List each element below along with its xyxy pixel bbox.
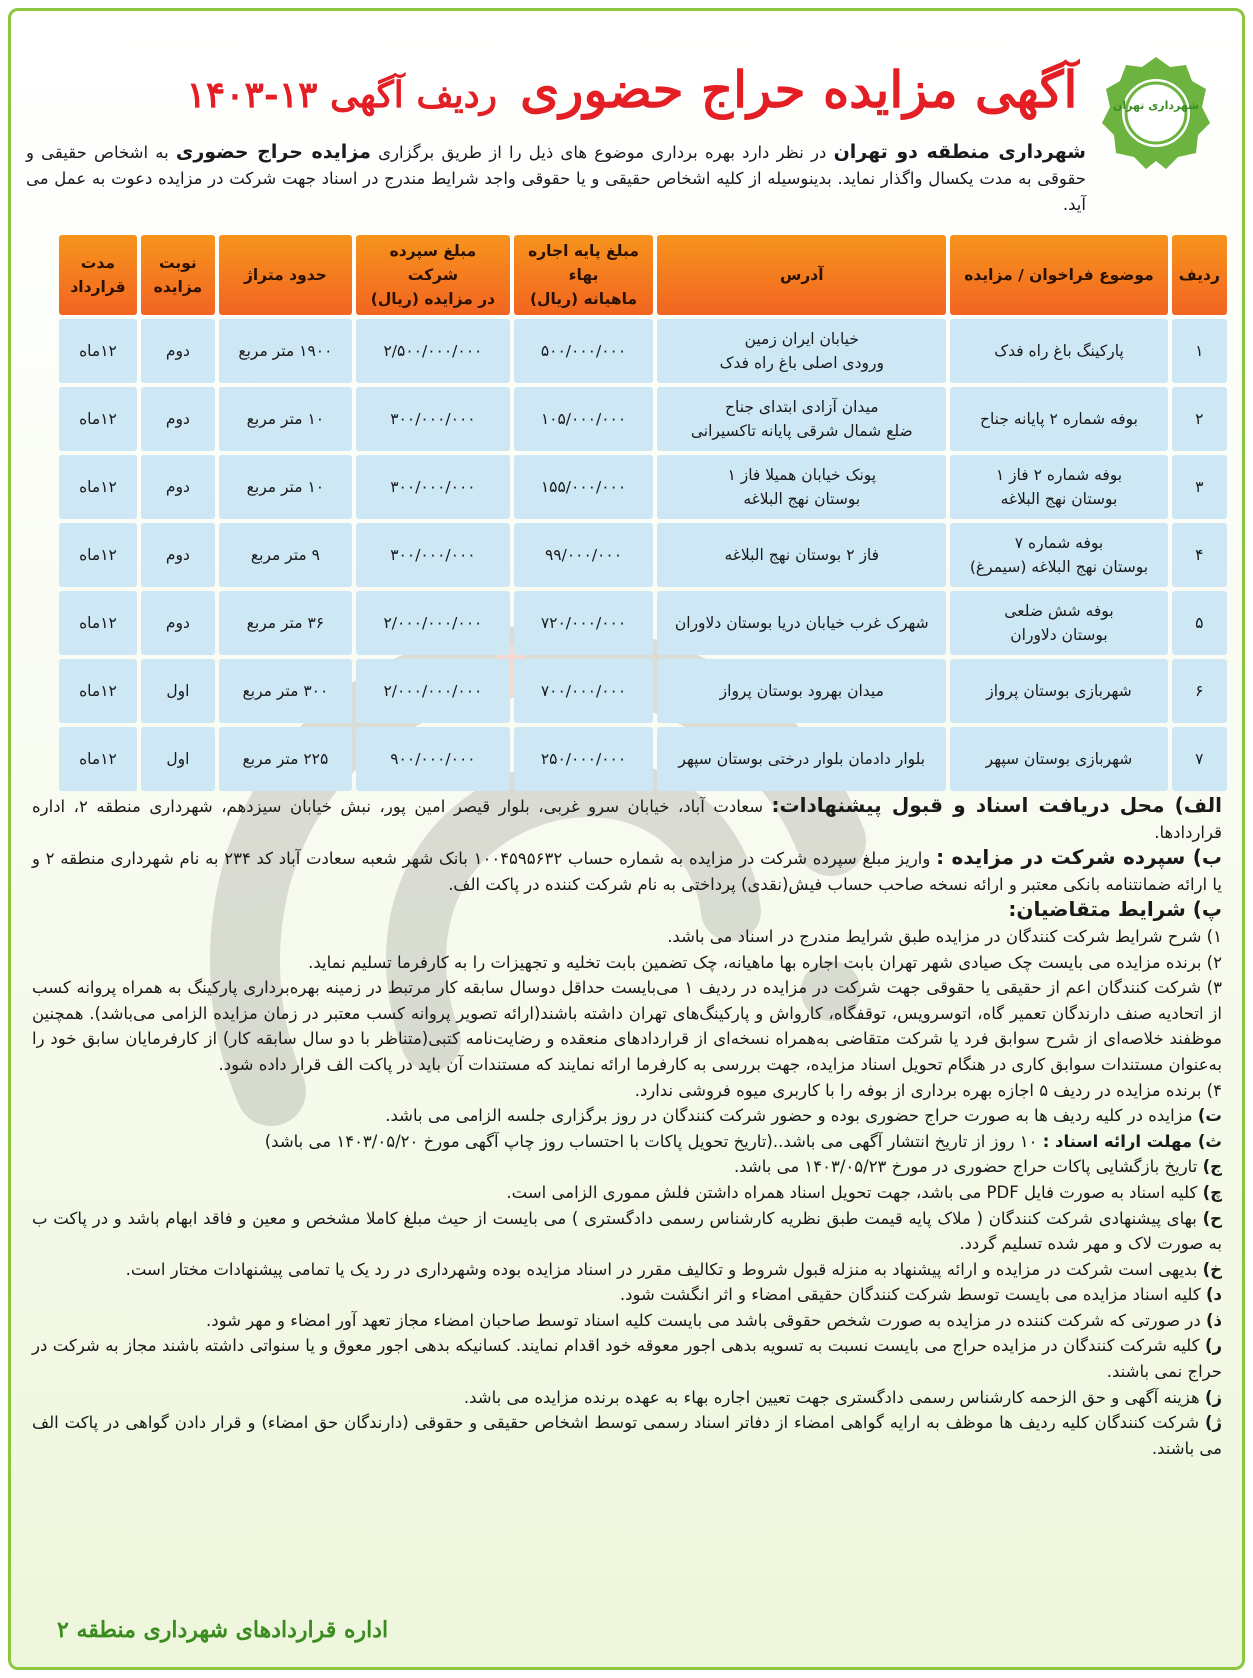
table-row bbox=[59, 523, 1227, 587]
section-he-label: ح) bbox=[1202, 1208, 1222, 1228]
cell-subject bbox=[950, 455, 1167, 519]
header-subject: موضوع فراخوان / مزایده bbox=[950, 235, 1167, 315]
cell-turn: دوم bbox=[141, 591, 215, 655]
section-be-text: واریز مبلغ سپرده شرکت در مزایده به شماره حساب ۱۰۰۴۵۹۵۶۳۲ بانک شهر شعبه سعادت آباد کد ۲۳۴ به نام شهرداری منطقه ۲ و یا ارائه ضمانتنامه بانکی معتبر و ارائه نسخه صاحب حساب فیش(نقدی) پرداختی به نام شرکت کننده در پاکت الف. bbox=[32, 849, 1222, 894]
table-row bbox=[59, 591, 1227, 655]
cell-area: ۳۰۰ متر مربع bbox=[219, 659, 352, 723]
cell-duration: ۱۲ماه bbox=[59, 387, 137, 451]
section-che bbox=[32, 1180, 1222, 1206]
section-te bbox=[32, 1103, 1222, 1129]
cell-row-number: ۷ bbox=[1172, 727, 1227, 791]
cell-base-rent: ۵۰۰/۰۰۰/۰۰۰ bbox=[514, 319, 653, 383]
cell-duration: ۱۲ماه bbox=[59, 659, 137, 723]
section-pe-label: پ) شرایط متقاضیان: bbox=[1008, 897, 1222, 922]
footer-signature: اداره قراردادهای شهرداری منطقه ۲ bbox=[57, 1617, 389, 1643]
cell-row-number: ۳ bbox=[1172, 455, 1227, 519]
cell-subject-line-1: شهربازی بوستان پرواز bbox=[986, 682, 1132, 700]
cell-subject bbox=[950, 523, 1167, 587]
section-zhe-label: ژ) bbox=[1204, 1413, 1222, 1433]
section-zhe bbox=[32, 1410, 1222, 1461]
condition-item: ۲) برنده مزایده می بایست چک صیادی شهر تهران بابت اجاره بها ماهیانه، چک تضمین بابت تخلیه و تجهیزات را به کارفرما تسلیم نماید. bbox=[308, 952, 1222, 972]
section-se bbox=[32, 1129, 1222, 1155]
cell-duration: ۱۲ماه bbox=[59, 591, 137, 655]
table-row bbox=[59, 387, 1227, 451]
notice-title: آگهی مزایده حراج حضوری bbox=[520, 60, 1078, 119]
cell-row-number: ۴ bbox=[1172, 523, 1227, 587]
header-base-rent-line-1: مبلغ پایه اجاره بهاء bbox=[528, 242, 639, 284]
intro-paragraph bbox=[26, 139, 1086, 218]
cell-turn: دوم bbox=[141, 319, 215, 383]
cell-address bbox=[657, 319, 946, 383]
cell-subject-line-1: بوفه شش ضلعی bbox=[1004, 602, 1114, 620]
cell-area: ۲۲۵ متر مربع bbox=[219, 727, 352, 791]
section-jim-label: ج) bbox=[1202, 1157, 1222, 1177]
cell-base-rent: ۹۹/۰۰۰/۰۰۰ bbox=[514, 523, 653, 587]
section-se-text: ۱۰ روز از تاریخ انتشار آگهی می باشد..(تاریخ تحویل پاکات با احتساب روز چاپ آگهی مورخ ۱۴۰۳/۰۵/۲۰ می باشد) bbox=[264, 1131, 1043, 1151]
cell-subject-line-2: بوستان دلاوران bbox=[1010, 626, 1108, 644]
section-khe bbox=[32, 1257, 1222, 1283]
header-duration bbox=[59, 235, 137, 315]
cell-turn: اول bbox=[141, 659, 215, 723]
section-ze-label: ز) bbox=[1204, 1387, 1222, 1407]
section-dal-text: کلیه اسناد مزایده می بایست توسط شرکت کنندگان حقیقی امضاء و اثر انگشت شود. bbox=[619, 1285, 1206, 1305]
section-khe-text: بدیهی است شرکت در مزایده و ارائه پیشنهاد به منزله قبول شروط و تکالیف مقرر در اسناد مزایده بوده وشهرداری در رد یک یا تمامی پیشنهادات مختار است. bbox=[125, 1259, 1203, 1279]
cell-deposit: ۳۰۰/۰۰۰/۰۰۰ bbox=[356, 455, 510, 519]
section-re bbox=[32, 1333, 1222, 1384]
header-address: آدرس bbox=[657, 235, 946, 315]
cell-address-line-1: پونک خیابان همیلا فاز ۱ bbox=[727, 466, 877, 484]
cell-area: ۳۶ متر مربع bbox=[219, 591, 352, 655]
intro-org: شهرداری منطقه دو تهران bbox=[833, 141, 1086, 163]
intro-text-1: در نظر دارد بهره برداری موضوع های ذیل را از طریق برگزاری bbox=[370, 143, 834, 162]
section-alef-label: الف) محل دریافت اسناد و قبول پیشنهادات: bbox=[771, 793, 1222, 817]
table-row bbox=[59, 319, 1227, 383]
logo-text: شهرداری تهران bbox=[1113, 99, 1199, 112]
cell-duration: ۱۲ماه bbox=[59, 455, 137, 519]
condition-item: ۱) شرح شرایط شرکت کنندگان در مزایده طبق شرایط مندرج در اسناد می باشد. bbox=[667, 926, 1222, 946]
cell-base-rent: ۲۵۰/۰۰۰/۰۰۰ bbox=[514, 727, 653, 791]
section-alef bbox=[32, 793, 1222, 845]
cell-address bbox=[657, 659, 946, 723]
cell-subject bbox=[950, 387, 1167, 451]
section-pe bbox=[32, 897, 1222, 924]
cell-duration: ۱۲ماه bbox=[59, 727, 137, 791]
cell-subject-line-1: بوفه شماره ۷ bbox=[1014, 534, 1104, 552]
cell-subject-line-1: شهربازی بوستان سپهر bbox=[985, 750, 1133, 768]
cell-duration: ۱۲ماه bbox=[59, 523, 137, 587]
cell-subject bbox=[950, 319, 1167, 383]
header-turn-line-1: نوبت bbox=[158, 254, 197, 272]
section-che-label: چ) bbox=[1202, 1182, 1222, 1202]
cell-deposit: ۳۰۰/۰۰۰/۰۰۰ bbox=[356, 523, 510, 587]
section-khe-label: خ) bbox=[1202, 1259, 1222, 1279]
section-he-text: بهای پیشنهادی شرکت کنندگان ( ملاک پایه قیمت طبق نظریه کارشناس رسمی دادگستری ) می بایست از حیث مبلغ کاملا مشخص و معین و فاقد ابهام باشد و در پاکت ب به صورت لاک و مهر شده تسلیم گردد. bbox=[32, 1208, 1222, 1254]
section-se-label: ث) مهلت ارائه اسناد : bbox=[1042, 1131, 1222, 1151]
section-be-label: ب) سپرده شرکت در مزایده : bbox=[936, 845, 1222, 870]
cell-turn: اول bbox=[141, 727, 215, 791]
section-jim-text: تاریخ بازگشایی پاکات حراج حضوری در مورخ ۱۴۰۳/۰۵/۲۳ می باشد. bbox=[733, 1157, 1203, 1177]
auction-table bbox=[55, 231, 1231, 795]
cell-address-line-1: میدان آزادی ابتدای جناح bbox=[724, 398, 879, 416]
condition-item: ۳) شرکت کنندگان اعم از حقیقی یا حقوقی جهت شرکت در مزایده در ردیف ۱ می‌بایست حداقل دوسال سابقه کار مرتبط در زمینه بهره‌برداری پارکینگ به همراه پروانه کسب از اتحادیه صنف دارندگان تعمیر گاه، اتوسرویس، توقفگاه، کارواش و پارکینگ‌های تهران داشته باشند(ارائه تصویر پروانه کسب معتبر در زمان مزایده الزامی می‌باشد). همچنین موظفند خلاصه‌ای از شرح سوابق فرد یا شرکت متقاضی به‌همراه نسخه‌ای از قراردادهای منعقده و رضایت‌نامه کتبی(متناظر با دو سال سابقه کار) از کارفرمایان سابق خود را به‌عنوان مستندات سوابق کاری در هنگام تحویل اسناد مزایده، جهت بررسی به کارفرما ارائه نمایند که مستندات آن باید در پاکت الف قرار داده شود. bbox=[32, 978, 1222, 1074]
cell-row-number: ۶ bbox=[1172, 659, 1227, 723]
cell-area: ۱۰ متر مربع bbox=[219, 455, 352, 519]
table-row bbox=[59, 727, 1227, 791]
cell-turn: دوم bbox=[141, 523, 215, 587]
intro-text-2: به اشخاص حقیقی و حقوقی به مدت یکسال واگذار نماید. بدینوسیله از کلیه اشخاص حقیقی و یا حقوقی واجد شرایط مندرج در اسناد جهت شرکت در مزایده دعوت به عمل می آید. bbox=[26, 143, 1086, 214]
cell-row-number: ۱ bbox=[1172, 319, 1227, 383]
header-duration-line-1: مدت bbox=[80, 254, 116, 272]
cell-turn: دوم bbox=[141, 455, 215, 519]
section-te-label: ت) bbox=[1197, 1106, 1222, 1126]
cell-subject-line-1: بوفه شماره ۲ فاز ۱ bbox=[995, 466, 1123, 484]
header-duration-line-2: قرارداد bbox=[70, 278, 126, 296]
cell-base-rent: ۷۰۰/۰۰۰/۰۰۰ bbox=[514, 659, 653, 723]
table-row bbox=[59, 659, 1227, 723]
section-ze bbox=[32, 1385, 1222, 1411]
cell-area: ۹ متر مربع bbox=[219, 523, 352, 587]
header-deposit bbox=[356, 235, 510, 315]
header-area: حدود متراژ bbox=[219, 235, 352, 315]
cell-deposit: ۲/۵۰۰/۰۰۰/۰۰۰ bbox=[356, 319, 510, 383]
cell-deposit: ۳۰۰/۰۰۰/۰۰۰ bbox=[356, 387, 510, 451]
cell-address-line-1: شهرک غرب خیابان دریا بوستان دلاوران bbox=[674, 614, 929, 632]
cell-address bbox=[657, 523, 946, 587]
cell-subject bbox=[950, 659, 1167, 723]
cell-base-rent: ۱۰۵/۰۰۰/۰۰۰ bbox=[514, 387, 653, 451]
cell-address bbox=[657, 387, 946, 451]
section-dal bbox=[32, 1282, 1222, 1308]
cell-address-line-2: ضلع شمال شرقی پایانه تاکسیرانی bbox=[690, 422, 913, 440]
cell-address bbox=[657, 727, 946, 791]
section-dal-label: د) bbox=[1205, 1285, 1222, 1305]
cell-deposit: ۲/۰۰۰/۰۰۰/۰۰۰ bbox=[356, 591, 510, 655]
header-deposit-line-1: مبلغ سپرده شرکت bbox=[389, 242, 477, 284]
cell-base-rent: ۱۵۵/۰۰۰/۰۰۰ bbox=[514, 455, 653, 519]
cell-address-line-2: بوستان نهج البلاغه bbox=[743, 490, 861, 508]
section-be bbox=[32, 845, 1222, 897]
section-che-text: کلیه اسناد به صورت فایل PDF می باشد، جهت تحویل اسناد همراه داشتن فلش مموری الزامی است. bbox=[506, 1182, 1203, 1202]
notice-row-ref: ردیف آگهی ۱۳-۱۴۰۳ bbox=[186, 74, 498, 116]
section-zal-label: ذ) bbox=[1205, 1310, 1222, 1330]
cell-base-rent: ۷۲۰/۰۰۰/۰۰۰ bbox=[514, 591, 653, 655]
header-turn bbox=[141, 235, 215, 315]
conditions-section bbox=[32, 793, 1222, 1461]
cell-deposit: ۹۰۰/۰۰۰/۰۰۰ bbox=[356, 727, 510, 791]
cell-address-line-1: فاز ۲ بوستان نهج البلاغه bbox=[724, 546, 880, 564]
cell-address bbox=[657, 455, 946, 519]
table-header-row bbox=[59, 235, 1227, 315]
section-re-label: ر) bbox=[1204, 1336, 1222, 1356]
cell-row-number: ۲ bbox=[1172, 387, 1227, 451]
cell-subject bbox=[950, 727, 1167, 791]
header-base-rent-line-2: ماهیانه (ریال) bbox=[529, 290, 638, 308]
cell-subject-line-2: بوستان نهج البلاغه (سیمرغ) bbox=[969, 558, 1149, 576]
condition-item: ۴) برنده مزایده در ردیف ۵ اجازه بهره برداری از بوفه را با کاربری میوه فروشی ندارد. bbox=[634, 1080, 1222, 1100]
cell-address-line-1: بلوار دادمان بلوار درختی بوستان سپهر bbox=[678, 750, 926, 768]
cell-address bbox=[657, 591, 946, 655]
section-zal bbox=[32, 1308, 1222, 1334]
tehran-municipality-logo bbox=[1100, 53, 1212, 171]
cell-deposit: ۲/۰۰۰/۰۰۰/۰۰۰ bbox=[356, 659, 510, 723]
header-row-number: ردیف bbox=[1172, 235, 1227, 315]
section-he bbox=[32, 1206, 1222, 1257]
table-row bbox=[59, 455, 1227, 519]
notice-title-block bbox=[182, 51, 1082, 131]
cell-duration: ۱۲ماه bbox=[59, 319, 137, 383]
section-re-text: کلیه شرکت کنندگان در مزایده حراج می بایست نسبت به تسویه بدهی اجور معوقه خود اقدام نمایند. کسانیکه بدهی اجور معوق و یا سنواتی داشته باشند مجاز به شرکت در حراج نمی باشند. bbox=[32, 1336, 1222, 1382]
cell-area: ۱۰ متر مربع bbox=[219, 387, 352, 451]
cell-subject-line-1: پارکینگ باغ راه فدک bbox=[994, 342, 1124, 360]
cell-row-number: ۵ bbox=[1172, 591, 1227, 655]
header-turn-line-2: مزایده bbox=[153, 278, 203, 296]
section-alef-text: سعادت آباد، خیابان سرو غربی، بلوار قیصر امین پور، نبش خیابان سیزدهم، شهرداری منطقه ۲، اداره قراردادها. bbox=[32, 797, 1222, 842]
section-zhe-text: شرکت کنندگان کلیه ردیف ها موظف به ارایه گواهی امضاء از دفاتر اسناد رسمی توسط اشخاص حقیقی و حقوقی (دارندگان حق امضاء) و قرار دادن گواهی در پاکت الف می باشند. bbox=[32, 1413, 1222, 1458]
cell-address-line-2: ورودی اصلی باغ راه فدک bbox=[719, 354, 884, 372]
auction-table-wrapper bbox=[55, 231, 1231, 795]
header-base-rent bbox=[514, 235, 653, 315]
cell-subject-line-1: بوفه شماره ۲ پایانه جناح bbox=[979, 410, 1138, 428]
cell-area: ۱۹۰۰ متر مربع bbox=[219, 319, 352, 383]
section-te-text: مزایده در کلیه ردیف ها به صورت حراج حضوری بوده و حضور شرکت کنندگان در روز برگزاری جلسه الزامی می باشد. bbox=[385, 1106, 1198, 1126]
cell-subject-line-2: بوستان نهج البلاغه bbox=[1000, 490, 1118, 508]
cell-subject bbox=[950, 591, 1167, 655]
intro-auction-type: مزایده حراج حضوری bbox=[175, 141, 371, 163]
section-zal-text: در صورتی که شرکت کننده در مزایده به صورت شخص حقوقی باشد می بایست کلیه اسناد توسط صاحبان امضاء مجاز تعهد آور امضاء و مهر شود. bbox=[206, 1310, 1206, 1330]
notice-frame bbox=[8, 8, 1245, 1670]
cell-address-line-1: میدان بهرود بوستان پرواز bbox=[719, 682, 884, 700]
cell-turn: دوم bbox=[141, 387, 215, 451]
cell-address-line-1: خیابان ایران زمین bbox=[744, 330, 859, 348]
section-jim bbox=[32, 1154, 1222, 1180]
header-deposit-line-2: در مزایده (ریال) bbox=[370, 290, 496, 308]
section-ze-text: هزینه آگهی و حق الزحمه کارشناس رسمی دادگستری جهت تعیین اجاره بهاء به عهده برنده مزایده می باشد. bbox=[463, 1387, 1205, 1407]
